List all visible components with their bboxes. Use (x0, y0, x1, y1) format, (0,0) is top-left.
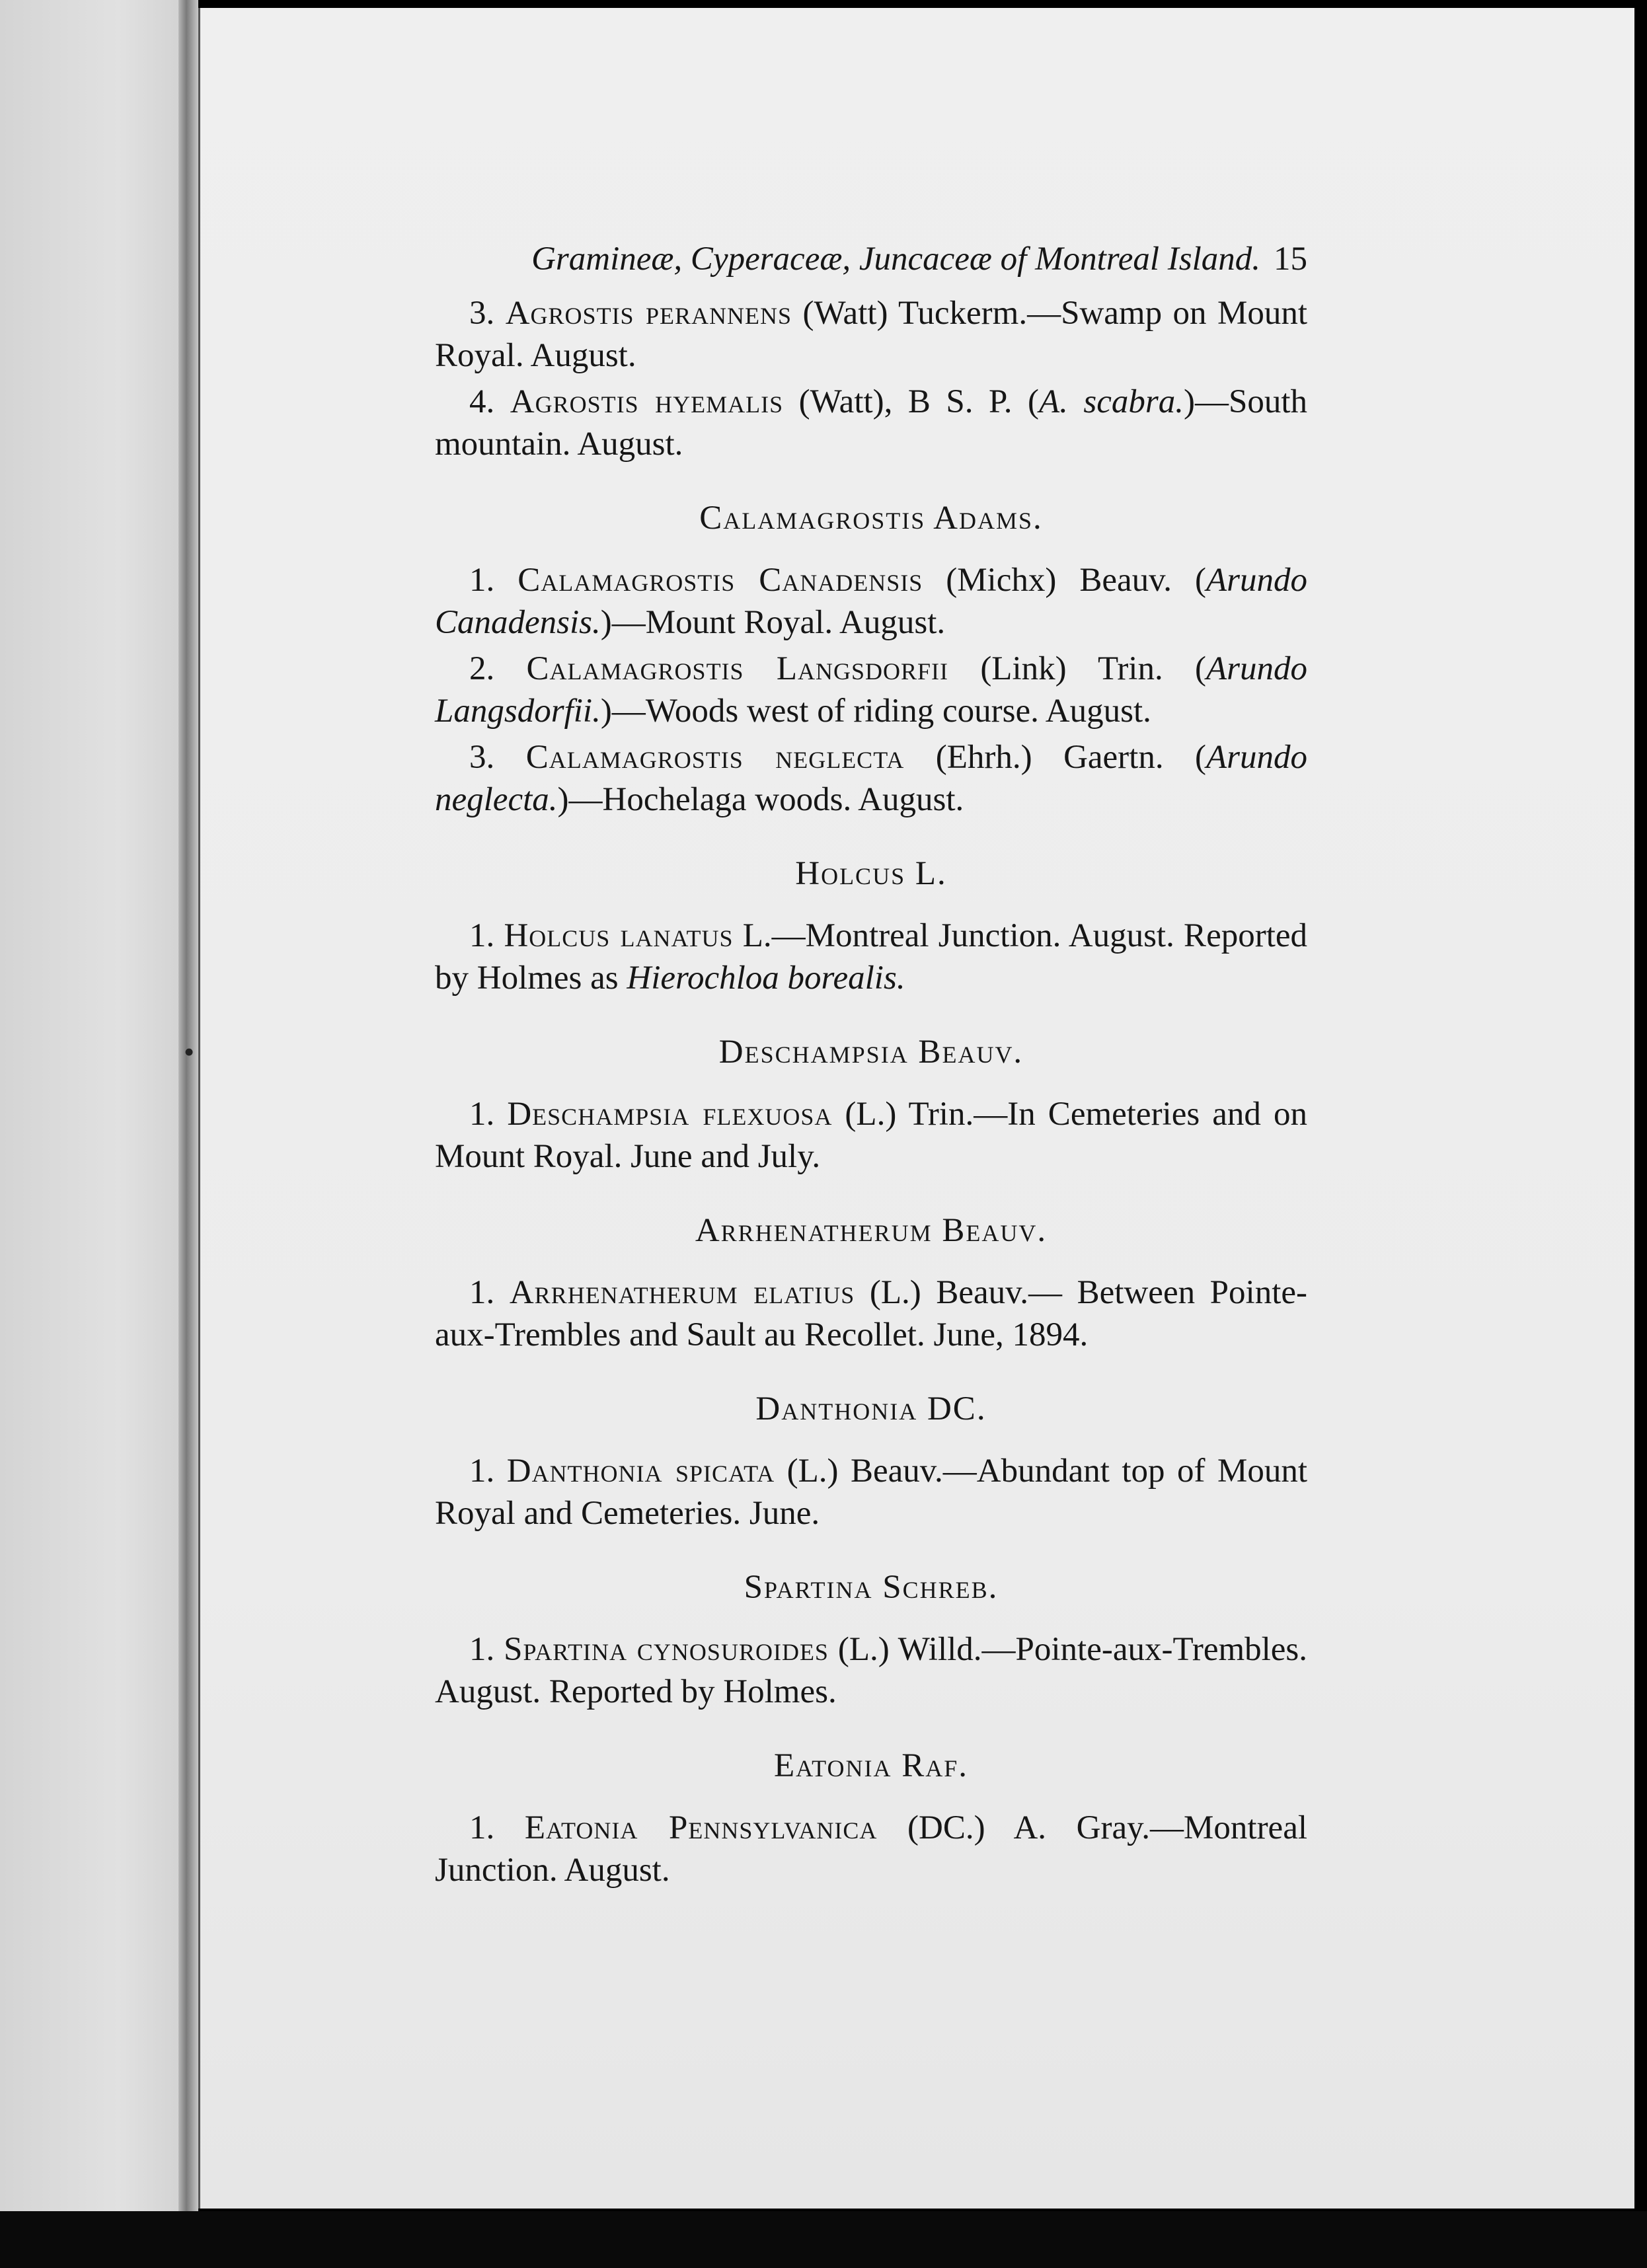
species-entry: 1. Spartina cynosuroides (L.) Willd.—Pointe-aux-Trembles. August. Reported by Holmes. (435, 1631, 1308, 1710)
margin-mark: • (184, 1035, 195, 1069)
page-number: 15 (1274, 241, 1307, 278)
synonym: Arundo Langsdorfii. (435, 650, 1307, 730)
genus-heading: Holcus L. (795, 855, 947, 892)
scan-bottom-border (0, 2211, 1647, 2268)
species-name: Deschampsia flexuosa (507, 1096, 833, 1133)
species-entry: 1. Holcus lanatus L.—Montreal Junction. August. Reported by Holmes as Hierochloa borealis. (435, 917, 1307, 997)
synonym: Arundo Canadensis. (435, 562, 1307, 641)
species-name: Agrostis hyemalis (510, 383, 784, 420)
synonym: Hierochloa borealis. (627, 960, 905, 997)
running-head-title: Gramineæ, Cyperaceæ, Juncaceæ of Montreal Island. (531, 241, 1260, 278)
facing-page-edge (0, 0, 198, 2211)
genus-heading: Deschampsia Beauv. (718, 1034, 1024, 1071)
species-name: Calamagrostis Langsdorfii (526, 650, 949, 687)
species-name: Eatonia Pennsylvanica (524, 1809, 878, 1846)
genus-heading: Arrhenatherum Beauv. (695, 1212, 1048, 1249)
species-entry: 1. Eatonia Pennsylvanica (DC.) A. Gray.—Montreal Junction. August. (435, 1809, 1307, 1889)
species-name: Arrhenatherum elatius (509, 1274, 855, 1311)
species-entry: 3. Calamagrostis neglecta (Ehrh.) Gaertn. (Arundo neglecta.)—Hochelaga woods. August. (435, 739, 1308, 818)
species-name: Calamagrostis neglecta (525, 739, 905, 776)
species-name: Holcus lanatus (504, 917, 734, 954)
genus-heading: Eatonia Raf. (773, 1747, 969, 1784)
species-name: Danthonia spicata (506, 1453, 775, 1490)
page-text (435, 238, 1307, 1895)
page-fold-shadow (178, 0, 198, 2211)
species-entry: 4. Agrostis hyemalis (Watt), B S. P. (A. scabra.)—South mountain. August. (435, 383, 1308, 463)
genus-heading: Calamagrostis Adams. (699, 500, 1043, 537)
synonym: Arundo neglecta. (435, 739, 1308, 818)
species-entry: 1. Arrhenatherum elatius (L.) Beauv.— Between Pointe-aux-Trembles and Sault au Recollet. June, 1894. (435, 1274, 1307, 1353)
species-entry: 3. Agrostis perannens (Watt) Tuckerm.—Swamp on Mount Royal. August. (435, 295, 1308, 374)
genus-heading: Spartina Schreb. (744, 1569, 999, 1606)
species-name: Agrostis perannens (505, 295, 792, 332)
species-entry: 1. Calamagrostis Canadensis (Michx) Beauv. (Arundo Canadensis.)—Mount Royal. August. (435, 562, 1307, 641)
species-name: Spartina cynosuroides (504, 1631, 829, 1668)
species-entry: 2. Calamagrostis Langsdorfii (Link) Trin. (Arundo Langsdorfii.)—Woods west of riding course. August. (435, 650, 1307, 730)
running-head (435, 238, 1307, 280)
genus-heading: Danthonia DC. (755, 1390, 987, 1427)
synonym: A. scabra. (1039, 383, 1184, 420)
species-entry: 1. Deschampsia flexuosa (L.) Trin.—In Cemeteries and on Mount Royal. June and July. (435, 1096, 1308, 1175)
species-name: Calamagrostis Canadensis (517, 562, 923, 599)
species-entry: 1. Danthonia spicata (L.) Beauv.—Abundant top of Mount Royal and Cemeteries. June. (435, 1453, 1307, 1532)
